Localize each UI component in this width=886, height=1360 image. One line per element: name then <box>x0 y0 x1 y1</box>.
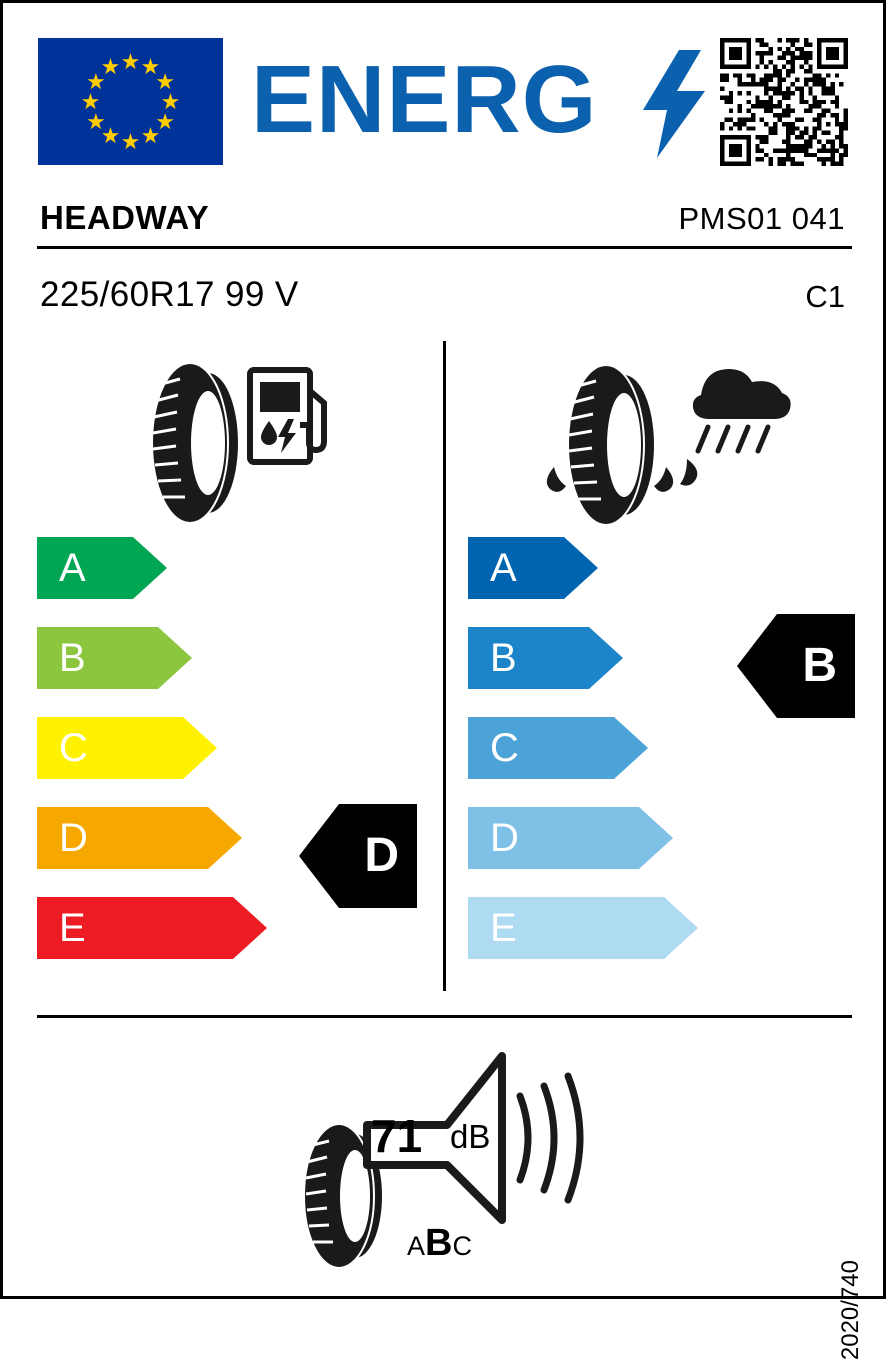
eu-star-icon: ★ <box>120 48 141 74</box>
fuel-drop-icon <box>261 419 296 453</box>
energy-title: ENERG <box>251 46 598 153</box>
wet-grade-letter: C <box>490 726 519 770</box>
noise-class-b: B <box>425 1222 453 1264</box>
fuel-pump-icon <box>250 370 324 462</box>
fuel-grade-b <box>37 627 192 689</box>
tyre-size: 225/60R17 99 V <box>40 275 299 314</box>
wet-grade-letter: A <box>490 546 517 590</box>
fuel-rating-letter: D <box>364 829 399 882</box>
wet-grade-b <box>468 627 623 689</box>
wet-grade-a <box>468 537 598 599</box>
eu-flag-icon <box>38 38 223 165</box>
wet-grip-pictogram <box>538 355 793 530</box>
wet-grade-letter: B <box>490 636 517 680</box>
lightning-bolt-icon <box>643 50 705 158</box>
tyre-class: C1 <box>805 279 845 314</box>
eu-star-icon: ★ <box>85 68 106 94</box>
model-code: PMS01 041 <box>678 201 845 236</box>
fuel-grade-a <box>37 537 167 599</box>
rain-cloud-icon <box>693 369 791 451</box>
wet-grade-letter: E <box>490 906 517 950</box>
eu-star-icon: ★ <box>120 128 141 154</box>
eu-star-icon: ★ <box>140 123 161 149</box>
fuel-grade-letter: A <box>59 546 86 590</box>
divider-top <box>37 246 852 249</box>
wet-grade-bar <box>468 537 598 599</box>
wet-grade-letter: D <box>490 816 519 860</box>
wet-rating-letter: B <box>802 639 837 692</box>
fuel-grade-letter: D <box>59 816 88 860</box>
fuel-grade-letter: E <box>59 906 86 950</box>
noise-class-scale <box>407 1222 472 1269</box>
fuel-grade-d <box>37 807 242 869</box>
fuel-efficiency-pictogram <box>128 355 328 530</box>
fuel-grade-letter: B <box>59 636 86 680</box>
fuel-grade-c <box>37 717 217 779</box>
fuel-grade-bar <box>37 537 167 599</box>
noise-value: 71 <box>371 1110 423 1162</box>
wet-grade-c <box>468 717 648 779</box>
eu-star-icon: ★ <box>100 53 121 79</box>
qr-code-icon <box>720 38 848 166</box>
brand-name: HEADWAY <box>40 199 210 236</box>
eu-star-icon: ★ <box>140 53 161 79</box>
sound-waves-icon <box>520 1076 580 1200</box>
tyre-splash-icon <box>547 365 698 525</box>
regulation-reference: 2020/740 <box>837 1260 864 1360</box>
eu-star-icon: ★ <box>100 123 121 149</box>
divider-bottom <box>37 1015 852 1018</box>
noise-class-a: A <box>407 1231 426 1261</box>
noise-unit: dB <box>450 1118 491 1155</box>
fuel-rating-marker <box>299 804 417 908</box>
divider-vertical <box>443 341 446 991</box>
wet-grade-d <box>468 807 673 869</box>
eu-star-icon: ★ <box>155 68 175 94</box>
tyre-icon <box>152 363 238 523</box>
eu-star-icon: ★ <box>155 108 175 134</box>
wet-grade-e <box>468 897 698 959</box>
eu-star-icon: ★ <box>160 88 181 114</box>
fuel-grade-letter: C <box>59 726 88 770</box>
fuel-grade-e <box>37 897 267 959</box>
eu-star-icon: ★ <box>85 108 106 134</box>
wet-rating-marker <box>737 614 855 718</box>
eu-star-icon: ★ <box>80 88 101 114</box>
noise-class-c: C <box>452 1231 472 1261</box>
